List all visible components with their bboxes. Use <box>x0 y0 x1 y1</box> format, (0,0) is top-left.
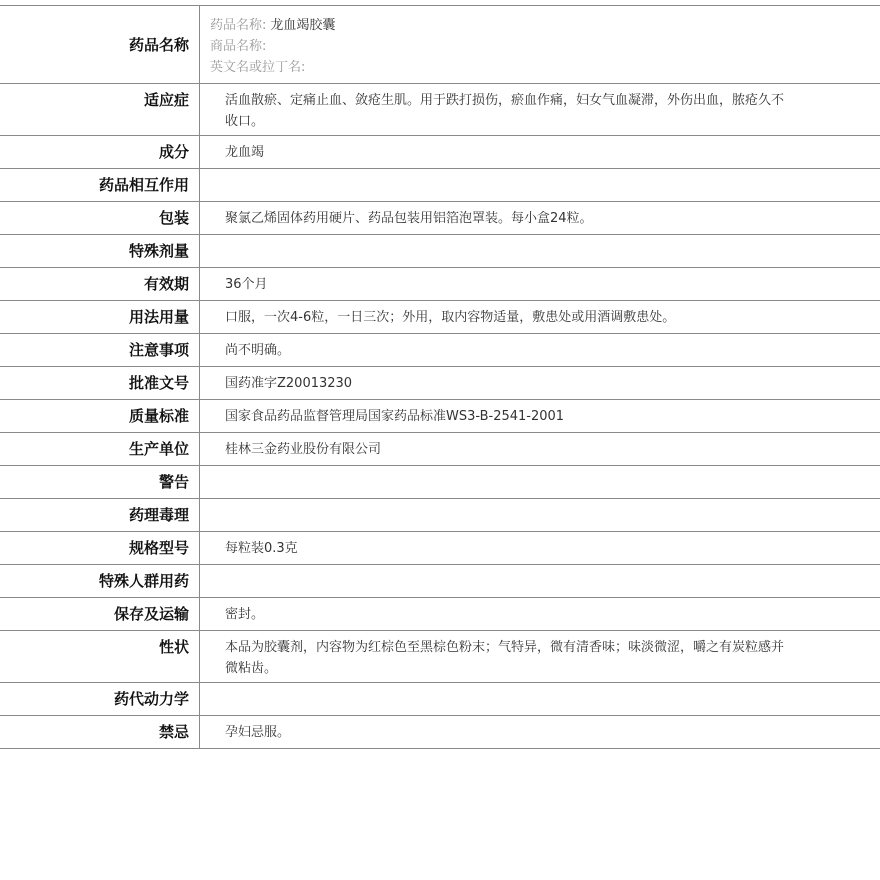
label-description: 性状 <box>0 631 200 682</box>
row-pharmacology <box>0 499 880 532</box>
label-indications: 适应症 <box>0 84 200 135</box>
value-manufacturer: 桂林三金药业股份有限公司 <box>225 442 382 457</box>
row-interactions <box>0 169 880 202</box>
row-packaging <box>0 202 880 235</box>
label-specification: 规格型号 <box>0 532 200 564</box>
label-pharmacokinetics: 药代动力学 <box>0 683 200 715</box>
generic-name-caption: 药品名称: <box>210 18 267 33</box>
label-ingredients: 成分 <box>0 136 200 168</box>
row-shelf-life <box>0 268 880 301</box>
row-drug-name <box>0 6 880 84</box>
value-special-populations <box>200 565 880 597</box>
label-pharmacology: 药理毒理 <box>0 499 200 531</box>
english-name-caption: 英文名或拉丁名: <box>210 60 306 75</box>
row-approval-number <box>0 367 880 400</box>
row-specification <box>0 532 880 565</box>
row-indications <box>0 84 880 136</box>
value-pharmacokinetics <box>200 683 880 715</box>
generic-name-value: 龙血竭胶囊 <box>270 18 336 33</box>
label-packaging: 包装 <box>0 202 200 234</box>
row-contraindications <box>0 716 880 749</box>
row-warning <box>0 466 880 499</box>
value-specification: 每粒装0.3克 <box>225 541 298 556</box>
generic-name-line <box>210 15 880 36</box>
value-precautions: 尚不明确。 <box>225 343 291 358</box>
label-shelf-life: 有效期 <box>0 268 200 300</box>
value-ingredients: 龙血竭 <box>225 145 265 160</box>
label-quality-standard: 质量标准 <box>0 400 200 432</box>
row-special-populations <box>0 565 880 598</box>
row-description <box>0 631 880 683</box>
label-contraindications: 禁忌 <box>0 716 200 748</box>
value-shelf-life: 36个月 <box>225 277 268 292</box>
label-warning: 警告 <box>0 466 200 498</box>
value-warning <box>200 466 880 498</box>
value-dosage: 口服，一次4-6粒，一日三次；外用，取内容物适量，敷患处或用酒调敷患处。 <box>225 310 676 325</box>
row-precautions <box>0 334 880 367</box>
value-contraindications: 孕妇忌服。 <box>225 725 291 740</box>
row-dosage <box>0 301 880 334</box>
value-description: 本品为胶囊剂，内容物为红棕色至黑棕色粉末；气特异，微有清香味；味淡微涩，嚼之有炭粒感并微粘齿。 <box>225 640 785 676</box>
value-packaging: 聚氯乙烯固体药用硬片、药品包装用铝箔泡罩装。每小盒24粒。 <box>225 211 593 226</box>
label-dosage: 用法用量 <box>0 301 200 333</box>
value-storage: 密封。 <box>225 607 265 622</box>
label-manufacturer: 生产单位 <box>0 433 200 465</box>
value-special-dosage <box>200 235 880 267</box>
row-special-dosage <box>0 235 880 268</box>
label-special-populations: 特殊人群用药 <box>0 565 200 597</box>
value-pharmacology <box>200 499 880 531</box>
label-drug-name: 药品名称 <box>0 6 200 83</box>
label-special-dosage: 特殊剂量 <box>0 235 200 267</box>
value-indications: 活血散瘀、定痛止血、敛疮生肌。用于跌打损伤，瘀血作痛，妇女气血凝滞，外伤出血，脓疮久不收口。 <box>225 93 785 129</box>
drug-info-table <box>0 5 880 749</box>
row-quality-standard <box>0 400 880 433</box>
label-interactions: 药品相互作用 <box>0 169 200 201</box>
row-storage <box>0 598 880 631</box>
label-precautions: 注意事项 <box>0 334 200 366</box>
trade-name-caption: 商品名称: <box>210 39 267 54</box>
value-quality-standard: 国家食品药品监督管理局国家药品标准WS3-B-2541-2001 <box>225 409 565 424</box>
english-name-line <box>210 57 880 78</box>
label-storage: 保存及运输 <box>0 598 200 630</box>
value-drug-names <box>200 6 880 83</box>
trade-name-line <box>210 36 880 57</box>
value-interactions <box>200 169 880 201</box>
row-pharmacokinetics <box>0 683 880 716</box>
row-ingredients <box>0 136 880 169</box>
row-manufacturer <box>0 433 880 466</box>
label-approval-number: 批准文号 <box>0 367 200 399</box>
value-approval-number: 国药准字Z20013230 <box>225 376 353 391</box>
